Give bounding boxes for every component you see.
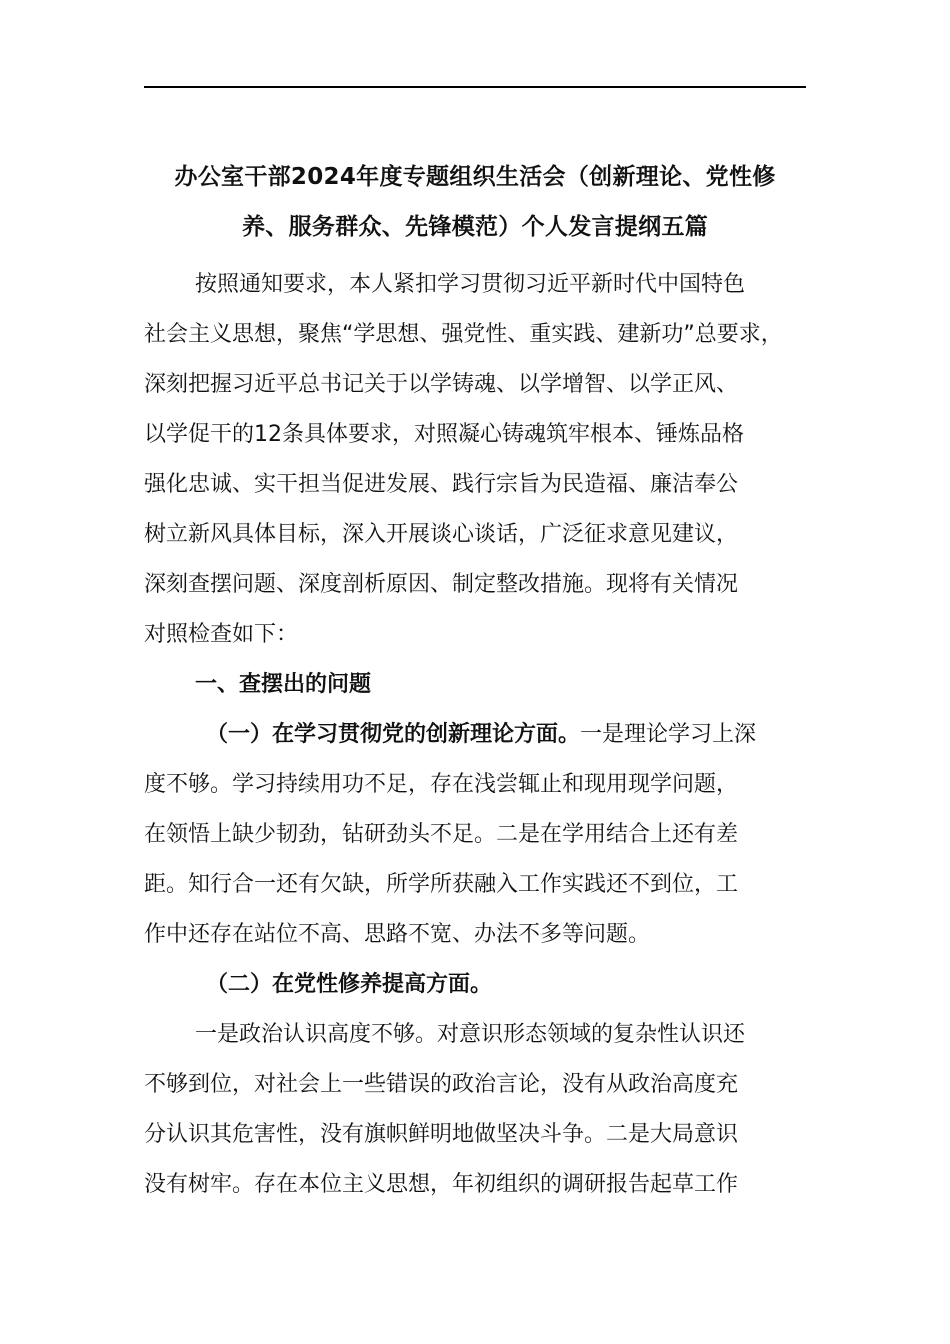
document-title xyxy=(120,152,830,252)
subsection-1-heading: （一）在学习贯彻党的创新理论方面。 xyxy=(206,722,581,747)
subsection-1-lead: 一是理论学习上深 xyxy=(580,722,757,747)
subsection-1-line: 在领悟上缺少韧劲，钻研劲头不足。二是在学用结合上还有差 xyxy=(144,822,739,847)
intro-line: 树立新风具体目标，深入开展谈心谈话，广泛征求意见建议， xyxy=(144,522,739,547)
subsection-2-line: 没有树牢。存在本位主义思想，年初组织的调研报告起草工作 xyxy=(144,1172,739,1197)
subsection-2-heading: （二）在党性修养提高方面。 xyxy=(206,972,493,997)
title-line-1: 办公室干部2024年度专题组织生活会（创新理论、党性修 xyxy=(174,164,776,190)
subsection-1-line: 距。知行合一还有欠缺，所学所获融入工作实践还不到位，工 xyxy=(144,872,739,897)
subsection-1-line: 作中还存在站位不高、思路不宽、办法不多等问题。 xyxy=(144,922,651,947)
title-line-2: 养、服务群众、先锋模范）个人发言提纲五篇 xyxy=(242,214,708,240)
header-rule xyxy=(144,86,806,88)
section-heading-problems: 一、查摆出的问题 xyxy=(195,672,372,697)
subsection-2-line: 一是政治认识高度不够。对意识形态领域的复杂性认识还 xyxy=(195,1022,746,1047)
intro-line: 对照检查如下： xyxy=(144,622,299,647)
subsection-1-line: 度不够。学习持续用功不足，存在浅尝辄止和现用现学问题， xyxy=(144,772,739,797)
subsection-2-line: 分认识其危害性，没有旗帜鲜明地做坚决斗争。二是大局意识 xyxy=(144,1122,739,1147)
document-body xyxy=(144,260,834,1210)
intro-line: 深刻把握习近平总书记关于以学铸魂、以学增智、以学正风、 xyxy=(144,372,739,397)
intro-line: 以学促干的12条具体要求，对照凝心铸魂筑牢根本、锤炼品格 xyxy=(144,422,744,447)
intro-line: 深刻查摆问题、深度剖析原因、制定整改措施。现将有关情况 xyxy=(144,572,739,597)
subsection-2-line: 不够到位，对社会上一些错误的政治言论，没有从政治高度充 xyxy=(144,1072,739,1097)
subsection-1-first-line xyxy=(144,710,834,760)
intro-line: 强化忠诚、实干担当促进发展、践行宗旨为民造福、廉洁奉公 xyxy=(144,472,739,497)
intro-line: 社会主义思想，聚焦“学思想、强党性、重实践、建新功”总要求， xyxy=(144,322,783,347)
intro-line: 按照通知要求，本人紧扣学习贯彻习近平新时代中国特色 xyxy=(195,272,746,297)
